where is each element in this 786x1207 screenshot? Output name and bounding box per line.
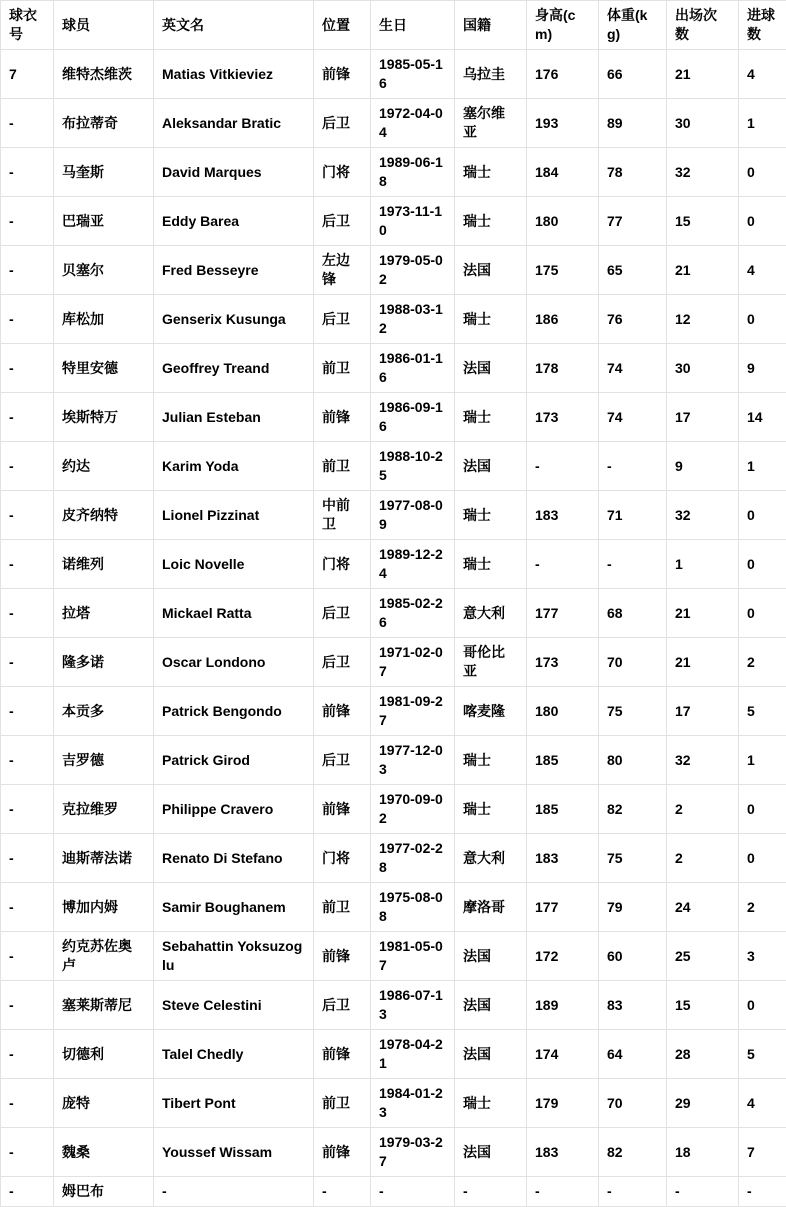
cell-birthday: 1985-05-16 xyxy=(371,50,455,99)
cell-nationality: 法国 xyxy=(455,442,527,491)
cell-jersey-number: - xyxy=(1,932,54,981)
cell-goals: 5 xyxy=(739,687,786,736)
cell-player-name: 切德利 xyxy=(54,1030,154,1079)
table-row xyxy=(1,1177,786,1207)
cell-appearances: 30 xyxy=(667,99,739,148)
cell-position: 后卫 xyxy=(314,99,371,148)
cell-birthday: 1972-04-04 xyxy=(371,99,455,148)
cell-nationality: 瑞士 xyxy=(455,785,527,834)
cell-nationality: 瑞士 xyxy=(455,148,527,197)
cell-position: 后卫 xyxy=(314,589,371,638)
cell-height: 185 xyxy=(527,736,599,785)
cell-birthday: 1986-09-16 xyxy=(371,393,455,442)
cell-position: 前锋 xyxy=(314,687,371,736)
cell-appearances: 21 xyxy=(667,638,739,687)
cell-appearances: 17 xyxy=(667,687,739,736)
table-row xyxy=(1,295,786,344)
cell-player-name: 庞特 xyxy=(54,1079,154,1128)
cell-appearances: 32 xyxy=(667,491,739,540)
cell-appearances: - xyxy=(667,1177,739,1207)
cell-weight: 75 xyxy=(599,834,667,883)
table-row xyxy=(1,785,786,834)
cell-weight: 66 xyxy=(599,50,667,99)
table-row xyxy=(1,491,786,540)
cell-goals: 4 xyxy=(739,246,786,295)
cell-player-name: 诺维列 xyxy=(54,540,154,589)
cell-english-name: Patrick Bengondo xyxy=(154,687,314,736)
cell-english-name: Geoffrey Treand xyxy=(154,344,314,393)
cell-height: 173 xyxy=(527,638,599,687)
table-row xyxy=(1,1030,786,1079)
cell-weight: 64 xyxy=(599,1030,667,1079)
cell-nationality: - xyxy=(455,1177,527,1207)
cell-birthday: 1977-08-09 xyxy=(371,491,455,540)
cell-goals: 0 xyxy=(739,981,786,1030)
cell-goals: 7 xyxy=(739,1128,786,1177)
column-header-position: 位置 xyxy=(314,1,371,50)
cell-position: 中前卫 xyxy=(314,491,371,540)
cell-nationality: 瑞士 xyxy=(455,540,527,589)
cell-jersey-number: - xyxy=(1,1079,54,1128)
cell-player-name: 约克苏佐奥卢 xyxy=(54,932,154,981)
cell-english-name: Aleksandar Bratic xyxy=(154,99,314,148)
cell-english-name: Youssef Wissam xyxy=(154,1128,314,1177)
cell-position: 门将 xyxy=(314,148,371,197)
cell-position: 前卫 xyxy=(314,1079,371,1128)
cell-birthday: 1971-02-07 xyxy=(371,638,455,687)
cell-appearances: 28 xyxy=(667,1030,739,1079)
cell-goals: 0 xyxy=(739,197,786,246)
cell-goals: 9 xyxy=(739,344,786,393)
cell-birthday: 1979-05-02 xyxy=(371,246,455,295)
cell-goals: 4 xyxy=(739,50,786,99)
cell-weight: 77 xyxy=(599,197,667,246)
cell-jersey-number: 7 xyxy=(1,50,54,99)
cell-english-name: Lionel Pizzinat xyxy=(154,491,314,540)
cell-player-name: 布拉蒂奇 xyxy=(54,99,154,148)
cell-appearances: 21 xyxy=(667,589,739,638)
cell-goals: 2 xyxy=(739,883,786,932)
cell-english-name: Genserix Kusunga xyxy=(154,295,314,344)
cell-player-name: 魏桑 xyxy=(54,1128,154,1177)
cell-height: - xyxy=(527,442,599,491)
cell-height: 178 xyxy=(527,344,599,393)
table-row xyxy=(1,442,786,491)
cell-goals: 1 xyxy=(739,99,786,148)
cell-position: 后卫 xyxy=(314,295,371,344)
cell-height: 180 xyxy=(527,687,599,736)
cell-weight: 82 xyxy=(599,1128,667,1177)
cell-jersey-number: - xyxy=(1,1030,54,1079)
cell-birthday: 1975-08-08 xyxy=(371,883,455,932)
cell-jersey-number: - xyxy=(1,785,54,834)
cell-appearances: 2 xyxy=(667,834,739,883)
cell-appearances: 15 xyxy=(667,197,739,246)
cell-position: - xyxy=(314,1177,371,1207)
cell-birthday: 1985-02-26 xyxy=(371,589,455,638)
cell-english-name: Patrick Girod xyxy=(154,736,314,785)
cell-nationality: 瑞士 xyxy=(455,295,527,344)
cell-position: 前锋 xyxy=(314,785,371,834)
cell-player-name: 塞莱斯蒂尼 xyxy=(54,981,154,1030)
cell-birthday: 1970-09-02 xyxy=(371,785,455,834)
table-row xyxy=(1,1128,786,1177)
cell-weight: - xyxy=(599,442,667,491)
cell-nationality: 瑞士 xyxy=(455,1079,527,1128)
cell-height: - xyxy=(527,540,599,589)
cell-weight: 78 xyxy=(599,148,667,197)
table-row xyxy=(1,50,786,99)
cell-english-name: - xyxy=(154,1177,314,1207)
cell-birthday: 1979-03-27 xyxy=(371,1128,455,1177)
cell-weight: - xyxy=(599,540,667,589)
cell-appearances: 2 xyxy=(667,785,739,834)
cell-jersey-number: - xyxy=(1,197,54,246)
column-header-player-name: 球员 xyxy=(54,1,154,50)
cell-position: 前卫 xyxy=(314,883,371,932)
cell-height: 183 xyxy=(527,834,599,883)
cell-birthday: 1978-04-21 xyxy=(371,1030,455,1079)
column-header-birthday: 生日 xyxy=(371,1,455,50)
cell-appearances: 32 xyxy=(667,736,739,785)
table-row xyxy=(1,981,786,1030)
cell-goals: 3 xyxy=(739,932,786,981)
cell-goals: 0 xyxy=(739,589,786,638)
cell-position: 后卫 xyxy=(314,736,371,785)
cell-nationality: 意大利 xyxy=(455,834,527,883)
table-row xyxy=(1,148,786,197)
cell-english-name: Fred Besseyre xyxy=(154,246,314,295)
cell-weight: 60 xyxy=(599,932,667,981)
cell-birthday: 1986-01-16 xyxy=(371,344,455,393)
column-header-english-name: 英文名 xyxy=(154,1,314,50)
cell-nationality: 喀麦隆 xyxy=(455,687,527,736)
cell-appearances: 1 xyxy=(667,540,739,589)
cell-goals: 1 xyxy=(739,442,786,491)
cell-english-name: Eddy Barea xyxy=(154,197,314,246)
cell-english-name: Oscar Londono xyxy=(154,638,314,687)
cell-weight: 79 xyxy=(599,883,667,932)
cell-height: 180 xyxy=(527,197,599,246)
cell-jersey-number: - xyxy=(1,148,54,197)
cell-height: 183 xyxy=(527,491,599,540)
cell-appearances: 17 xyxy=(667,393,739,442)
cell-height: 174 xyxy=(527,1030,599,1079)
cell-weight: 65 xyxy=(599,246,667,295)
cell-position: 前锋 xyxy=(314,393,371,442)
cell-appearances: 12 xyxy=(667,295,739,344)
cell-birthday: 1986-07-13 xyxy=(371,981,455,1030)
cell-weight: 70 xyxy=(599,1079,667,1128)
cell-height: 184 xyxy=(527,148,599,197)
cell-jersey-number: - xyxy=(1,442,54,491)
cell-height: 177 xyxy=(527,589,599,638)
cell-height: 185 xyxy=(527,785,599,834)
cell-jersey-number: - xyxy=(1,246,54,295)
cell-weight: 71 xyxy=(599,491,667,540)
cell-english-name: Steve Celestini xyxy=(154,981,314,1030)
cell-birthday: 1989-12-24 xyxy=(371,540,455,589)
cell-player-name: 皮齐纳特 xyxy=(54,491,154,540)
table-row xyxy=(1,393,786,442)
cell-nationality: 法国 xyxy=(455,344,527,393)
cell-goals: 0 xyxy=(739,834,786,883)
cell-jersey-number: - xyxy=(1,344,54,393)
cell-height: 186 xyxy=(527,295,599,344)
cell-nationality: 哥伦比亚 xyxy=(455,638,527,687)
table-row xyxy=(1,834,786,883)
cell-nationality: 法国 xyxy=(455,981,527,1030)
column-header-jersey-number: 球衣号 xyxy=(1,1,54,50)
cell-english-name: Tibert Pont xyxy=(154,1079,314,1128)
cell-weight: 83 xyxy=(599,981,667,1030)
cell-nationality: 法国 xyxy=(455,932,527,981)
cell-birthday: 1984-01-23 xyxy=(371,1079,455,1128)
cell-english-name: Talel Chedly xyxy=(154,1030,314,1079)
table-row xyxy=(1,638,786,687)
cell-jersey-number: - xyxy=(1,687,54,736)
cell-player-name: 贝塞尔 xyxy=(54,246,154,295)
cell-player-name: 库松加 xyxy=(54,295,154,344)
cell-jersey-number: - xyxy=(1,1128,54,1177)
cell-weight: 80 xyxy=(599,736,667,785)
cell-nationality: 瑞士 xyxy=(455,491,527,540)
cell-position: 前锋 xyxy=(314,1030,371,1079)
cell-jersey-number: - xyxy=(1,981,54,1030)
cell-goals: 0 xyxy=(739,148,786,197)
cell-birthday: 1977-12-03 xyxy=(371,736,455,785)
cell-height: 172 xyxy=(527,932,599,981)
cell-position: 左边锋 xyxy=(314,246,371,295)
cell-english-name: Philippe Cravero xyxy=(154,785,314,834)
cell-appearances: 21 xyxy=(667,50,739,99)
cell-position: 后卫 xyxy=(314,981,371,1030)
cell-english-name: Sebahattin Yoksuzoglu xyxy=(154,932,314,981)
cell-player-name: 维特杰维茨 xyxy=(54,50,154,99)
column-header-height: 身高(cm) xyxy=(527,1,599,50)
cell-appearances: 25 xyxy=(667,932,739,981)
cell-position: 门将 xyxy=(314,540,371,589)
cell-goals: 4 xyxy=(739,1079,786,1128)
cell-position: 前锋 xyxy=(314,50,371,99)
cell-goals: - xyxy=(739,1177,786,1207)
cell-birthday: 1989-06-18 xyxy=(371,148,455,197)
cell-english-name: David Marques xyxy=(154,148,314,197)
cell-player-name: 姆巴布 xyxy=(54,1177,154,1207)
cell-height: 183 xyxy=(527,1128,599,1177)
cell-player-name: 博加内姆 xyxy=(54,883,154,932)
cell-nationality: 瑞士 xyxy=(455,736,527,785)
cell-nationality: 意大利 xyxy=(455,589,527,638)
cell-goals: 5 xyxy=(739,1030,786,1079)
cell-english-name: Loic Novelle xyxy=(154,540,314,589)
cell-jersey-number: - xyxy=(1,883,54,932)
cell-jersey-number: - xyxy=(1,540,54,589)
cell-birthday: 1977-02-28 xyxy=(371,834,455,883)
cell-goals: 14 xyxy=(739,393,786,442)
cell-english-name: Samir Boughanem xyxy=(154,883,314,932)
cell-nationality: 乌拉圭 xyxy=(455,50,527,99)
cell-jersey-number: - xyxy=(1,393,54,442)
table-row xyxy=(1,1079,786,1128)
cell-english-name: Mickael Ratta xyxy=(154,589,314,638)
column-header-weight: 体重(kg) xyxy=(599,1,667,50)
cell-player-name: 迪斯蒂法诺 xyxy=(54,834,154,883)
cell-birthday: 1981-05-07 xyxy=(371,932,455,981)
cell-english-name: Karim Yoda xyxy=(154,442,314,491)
cell-jersey-number: - xyxy=(1,589,54,638)
cell-jersey-number: - xyxy=(1,491,54,540)
column-header-nationality: 国籍 xyxy=(455,1,527,50)
cell-birthday: 1981-09-27 xyxy=(371,687,455,736)
cell-weight: 76 xyxy=(599,295,667,344)
cell-player-name: 埃斯特万 xyxy=(54,393,154,442)
table-row xyxy=(1,736,786,785)
cell-nationality: 塞尔维亚 xyxy=(455,99,527,148)
cell-nationality: 法国 xyxy=(455,246,527,295)
cell-jersey-number: - xyxy=(1,1177,54,1207)
cell-nationality: 摩洛哥 xyxy=(455,883,527,932)
cell-position: 后卫 xyxy=(314,197,371,246)
cell-player-name: 隆多诺 xyxy=(54,638,154,687)
cell-player-name: 巴瑞亚 xyxy=(54,197,154,246)
cell-goals: 2 xyxy=(739,638,786,687)
cell-english-name: Julian Esteban xyxy=(154,393,314,442)
cell-appearances: 30 xyxy=(667,344,739,393)
cell-appearances: 32 xyxy=(667,148,739,197)
cell-height: 175 xyxy=(527,246,599,295)
cell-weight: 74 xyxy=(599,344,667,393)
cell-height: 179 xyxy=(527,1079,599,1128)
cell-height: 173 xyxy=(527,393,599,442)
cell-weight: - xyxy=(599,1177,667,1207)
cell-weight: 75 xyxy=(599,687,667,736)
cell-position: 门将 xyxy=(314,834,371,883)
cell-position: 前卫 xyxy=(314,442,371,491)
cell-position: 前锋 xyxy=(314,932,371,981)
cell-player-name: 马奎斯 xyxy=(54,148,154,197)
cell-jersey-number: - xyxy=(1,99,54,148)
cell-position: 后卫 xyxy=(314,638,371,687)
cell-birthday: 1988-03-12 xyxy=(371,295,455,344)
table-row xyxy=(1,883,786,932)
cell-goals: 0 xyxy=(739,785,786,834)
cell-weight: 89 xyxy=(599,99,667,148)
cell-player-name: 约达 xyxy=(54,442,154,491)
column-header-appearances: 出场次数 xyxy=(667,1,739,50)
table-row xyxy=(1,99,786,148)
cell-english-name: Matias Vitkieviez xyxy=(154,50,314,99)
cell-player-name: 拉塔 xyxy=(54,589,154,638)
cell-player-name: 特里安德 xyxy=(54,344,154,393)
cell-position: 前锋 xyxy=(314,1128,371,1177)
cell-birthday: 1988-10-25 xyxy=(371,442,455,491)
cell-appearances: 29 xyxy=(667,1079,739,1128)
table-row xyxy=(1,344,786,393)
cell-weight: 74 xyxy=(599,393,667,442)
cell-jersey-number: - xyxy=(1,638,54,687)
cell-goals: 0 xyxy=(739,295,786,344)
cell-appearances: 15 xyxy=(667,981,739,1030)
cell-appearances: 18 xyxy=(667,1128,739,1177)
table-row xyxy=(1,246,786,295)
cell-jersey-number: - xyxy=(1,736,54,785)
cell-nationality: 法国 xyxy=(455,1030,527,1079)
cell-height: 193 xyxy=(527,99,599,148)
cell-nationality: 瑞士 xyxy=(455,197,527,246)
column-header-goals: 进球数 xyxy=(739,1,786,50)
cell-position: 前卫 xyxy=(314,344,371,393)
cell-player-name: 吉罗德 xyxy=(54,736,154,785)
cell-weight: 68 xyxy=(599,589,667,638)
cell-height: 176 xyxy=(527,50,599,99)
cell-height: 189 xyxy=(527,981,599,1030)
cell-goals: 1 xyxy=(739,736,786,785)
cell-player-name: 克拉维罗 xyxy=(54,785,154,834)
cell-birthday: 1973-11-10 xyxy=(371,197,455,246)
table-row xyxy=(1,589,786,638)
cell-appearances: 21 xyxy=(667,246,739,295)
cell-appearances: 24 xyxy=(667,883,739,932)
cell-goals: 0 xyxy=(739,540,786,589)
cell-birthday: - xyxy=(371,1177,455,1207)
cell-weight: 82 xyxy=(599,785,667,834)
cell-player-name: 本贡多 xyxy=(54,687,154,736)
table-row xyxy=(1,197,786,246)
table-row xyxy=(1,932,786,981)
table-header-row xyxy=(1,1,786,50)
cell-english-name: Renato Di Stefano xyxy=(154,834,314,883)
cell-height: 177 xyxy=(527,883,599,932)
cell-height: - xyxy=(527,1177,599,1207)
cell-jersey-number: - xyxy=(1,834,54,883)
table-row xyxy=(1,540,786,589)
cell-jersey-number: - xyxy=(1,295,54,344)
cell-nationality: 法国 xyxy=(455,1128,527,1177)
cell-goals: 0 xyxy=(739,491,786,540)
cell-weight: 70 xyxy=(599,638,667,687)
cell-nationality: 瑞士 xyxy=(455,393,527,442)
table-row xyxy=(1,687,786,736)
cell-appearances: 9 xyxy=(667,442,739,491)
